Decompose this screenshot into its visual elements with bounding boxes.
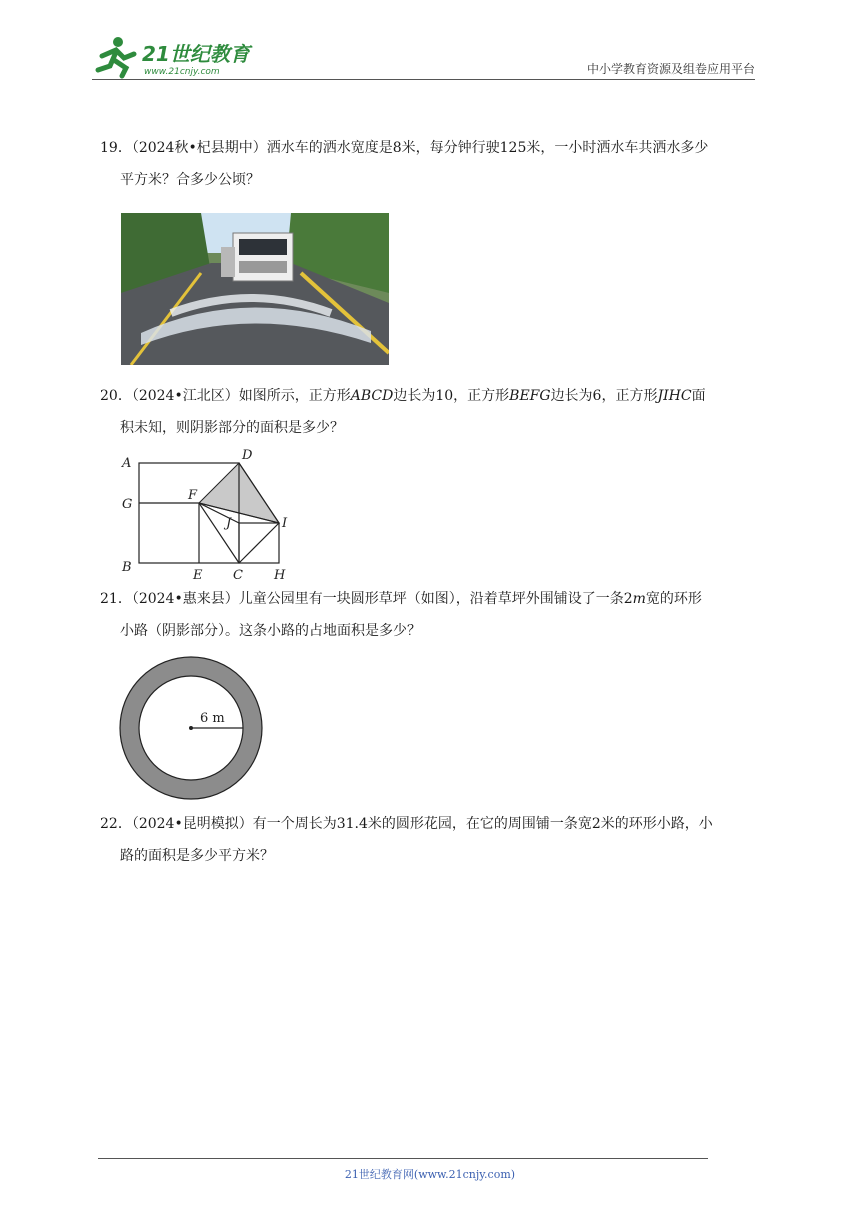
logo-text: 21世纪教育 bbox=[142, 42, 250, 66]
label-f: F bbox=[188, 488, 198, 503]
question-number: 19． bbox=[100, 140, 132, 156]
label-g: G bbox=[122, 497, 133, 512]
question-22 bbox=[100, 808, 770, 872]
label-a: A bbox=[122, 456, 132, 471]
question-21-line1: 21．（2024•惠来县）儿童公园里有一块圆形草坪（如图），沿着草坪外围铺设了一条2m宽的环形 bbox=[100, 591, 702, 607]
label-j: J bbox=[226, 516, 232, 531]
footer-link[interactable]: 21世纪教育网(www.21cnjy.com) bbox=[344, 1168, 516, 1181]
question-source: （2024•惠来县） bbox=[131, 591, 239, 607]
question-19-line2: 平方米？合多少公顷？ bbox=[120, 172, 260, 188]
question-source: （2024秋•杞县期中） bbox=[131, 140, 267, 156]
label-h: H bbox=[274, 568, 286, 583]
squares-figure bbox=[118, 445, 298, 587]
question-source: （2024•江北区） bbox=[131, 388, 239, 404]
center-point bbox=[189, 726, 193, 730]
question-20-line2: 积未知，则阴影部分的面积是多少？ bbox=[120, 420, 344, 436]
question-19-line1: 19．（2024秋•杞县期中）洒水车的洒水宽度是8米，每分钟行驶125米，一小时洒水车共洒水多少 bbox=[100, 140, 709, 156]
question-source: （2024•昆明模拟） bbox=[131, 816, 253, 832]
label-e: E bbox=[193, 568, 203, 583]
question-19 bbox=[100, 132, 770, 196]
question-number: 20． bbox=[100, 388, 132, 404]
label-b: B bbox=[122, 560, 132, 575]
logo-url: www.21cnjy.com bbox=[144, 67, 220, 77]
question-21 bbox=[100, 583, 770, 647]
question-number: 21． bbox=[100, 591, 132, 607]
radius-label: 6 m bbox=[200, 711, 225, 726]
question-20 bbox=[100, 380, 770, 444]
question-20-line1: 20．（2024•江北区）如图所示，正方形ABCD边长为10，正方形BEFG边长为6，正方形JIHC面 bbox=[100, 388, 706, 404]
runner-logo-icon bbox=[98, 37, 134, 76]
question-number: 22． bbox=[100, 816, 132, 832]
sprinkler-truck-photo bbox=[121, 213, 389, 365]
label-d: D bbox=[242, 448, 253, 463]
ring-figure bbox=[117, 654, 265, 804]
question-21-line2: 小路（阴影部分）。这条小路的占地面积是多少？ bbox=[120, 623, 421, 639]
footer-divider bbox=[98, 1158, 708, 1159]
label-c: C bbox=[233, 568, 243, 583]
question-22-line1: 22．（2024•昆明模拟）有一个周长为31.4米的圆形花园，在它的周围铺一条宽2米的环形小路，小 bbox=[100, 816, 713, 832]
header-platform-text: 中小学教育资源及组卷应用平台 bbox=[586, 62, 755, 76]
question-22-line2: 路的面积是多少平方米？ bbox=[120, 848, 274, 864]
site-logo bbox=[92, 34, 262, 80]
header-divider bbox=[92, 79, 755, 80]
label-i: I bbox=[282, 516, 288, 531]
